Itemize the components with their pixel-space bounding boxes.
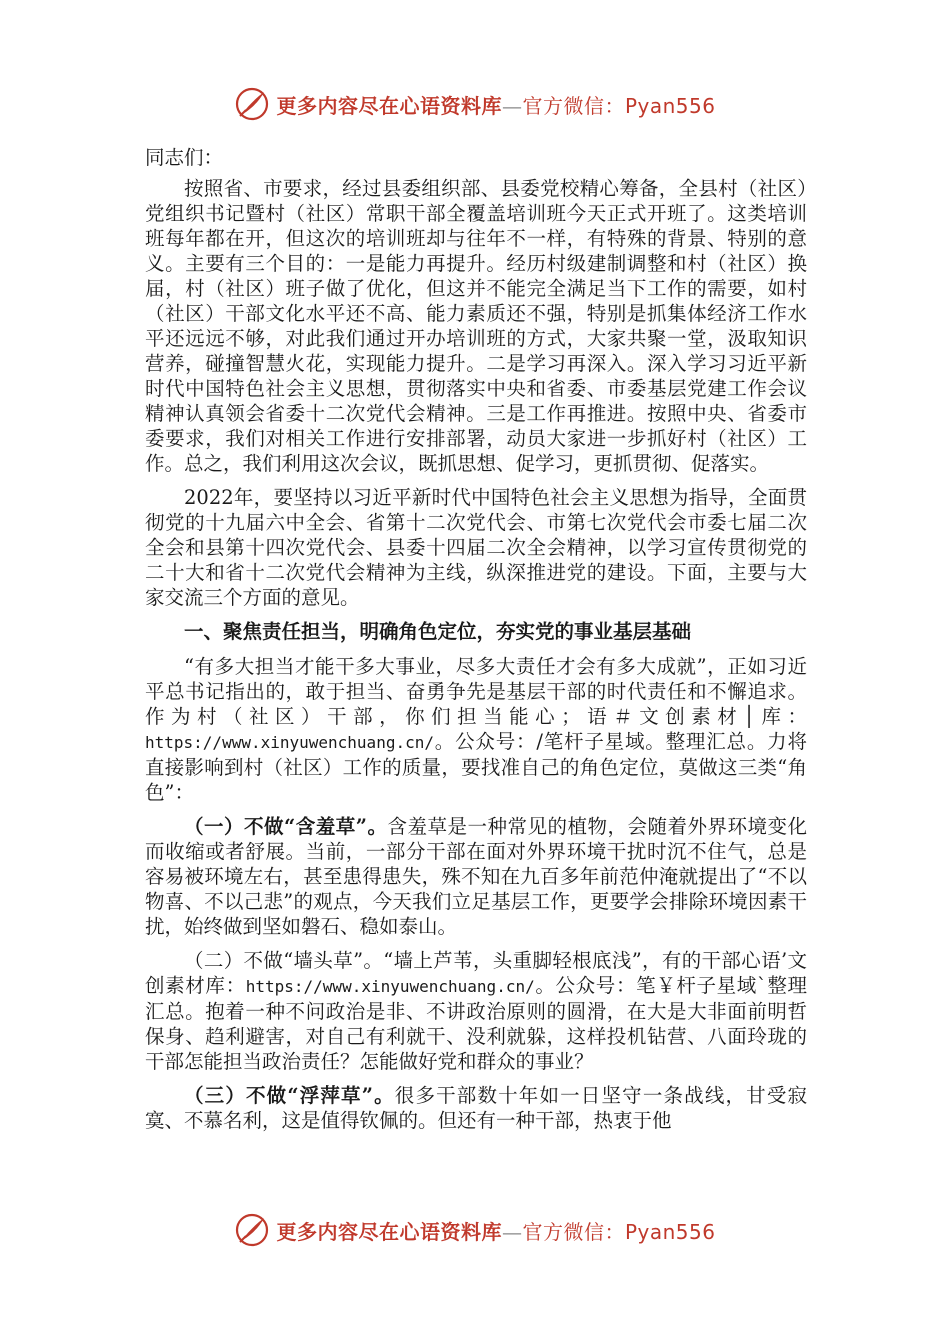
paragraph-3 [145,654,807,805]
subsection-2-part-a: “墙上芦苇，头重脚轻根底浅”，有的干部心语’文创素材库： [145,949,807,997]
header-banner [0,84,950,124]
paragraph-3-part-a: “有多大担当才能干多大事业，尽多大责任才会有多大成就”，正如习近平总书记指出的，敢于担当、奋勇争先是基层干部的时代责任和不懈追求。作为村（社区）干部，你们担当能心；语＃文创素材│库： [145,655,807,728]
subsection-1 [145,814,807,939]
greeting: 同志们： [145,146,224,169]
subsection-2-title: （二）不做“墙头草”。 [184,949,384,972]
paragraph-3-url: https://www.xinyuwenchuang.cn/ [145,733,434,752]
section-heading-1: 一、聚焦责任担当，明确角色定位，夯实党的事业基层基础 [184,620,692,643]
subsection-2-part-b: 。公众号：笔￥杆子星域`整理汇总。抱着一种不问政治是非、不讲政治原则的圆滑，在大是大非面前明哲保身、趋利避害，对自己有利就干、没利就躲，这样投机钻营、八面玲珑的干部怎能担当政治责任？怎能做好党和群众的事业？ [145,974,807,1073]
paragraph-3-part-b: 。公众号：/笔杆子星域。整理汇总。力将直接影响到村（社区）工作的质量，要找准自己的角色定位，莫做这三类“角色”： [145,730,807,804]
banner-text: 更多内容尽在心语资料库—官方微信：Pyan556 [276,1219,716,1244]
subsection-1-body: 含羞草是一种常见的植物，会随着外界环境变化而收缩或者舒展。当前，一部分干部在面对外界环境干扰时沉不住气，总是容易被环境左右，甚至患得患失，殊不知在九百多年前范仲淹就提出了“不以物喜、不以己悲”的观点，今天我们立足基层工作，更要学会排除环境因素干扰，始终做到坚如磐石、稳如泰山。 [145,815,807,938]
quill-logo-icon [234,1212,270,1248]
subsection-2 [145,948,807,1074]
paragraph-2: 2022年，要坚持以习近平新时代中国特色社会主义思想为指导，全面贯彻党的十九届六中全会、省第十二次党代会、市第七次党代会市委七届二次全会和县第十四次党代会、县委十四届二次全会精神，以学习宣传贯彻党的二十大和省十二次党代会精神为主线，纵深推进党的建设。下面，主要与大家交流三个方面的意见。 [145,486,807,609]
paragraph-1: 按照省、市要求，经过县委组织部、县委党校精心筹备，全县村（社区）党组织书记暨村（社区）常职干部全覆盖培训班今天正式开班了。这类培训班每年都在开，但这次的培训班却与往年不一样，有特殊的背景、特别的意义。主要有三个目的：一是能力再提升。经历村级建制调整和村（社区）换届，村（社区）班子做了优化，但这并不能完全满足当下工作的需要，如村（社区）干部文化水平还不高、能力素质还不强，特别是抓集体经济工作水平还远远不够，对此我们通过开办培训班的方式，大家共聚一堂，汲取知识营养，碰撞智慧火花，实现能力提升。二是学习再深入。深入学习习近平新时代中国特色社会主义思想，贯彻落实中央和省委、市委基层党建工作会议精神认真领会省委十二次党代会精神。三是工作再推进。按照中央、省委市委要求，我们对相关工作进行安排部署，动员大家进一步抓好村（社区）工作。总之，我们利用这次会议，既抓思想、促学习，更抓贯彻、促落实。 [145,177,807,475]
subsection-3-body: 很多干部数十年如一日坚守一条战线，甘受寂寞、不慕名利，这是值得钦佩的。但还有一种干部，热衷于他 [145,1084,807,1132]
banner-text: 更多内容尽在心语资料库—官方微信：Pyan556 [276,93,716,118]
subsection-1-title: （一）不做“含羞草”。 [184,815,388,838]
subsection-2-url: https://www.xinyuwenchuang.cn/ [245,977,535,996]
subsection-3 [145,1083,807,1133]
quill-logo-icon [234,86,270,122]
document-body [145,145,807,1142]
footer-banner [0,1210,950,1250]
subsection-3-title: （三）不做“浮萍草”。 [184,1084,395,1107]
